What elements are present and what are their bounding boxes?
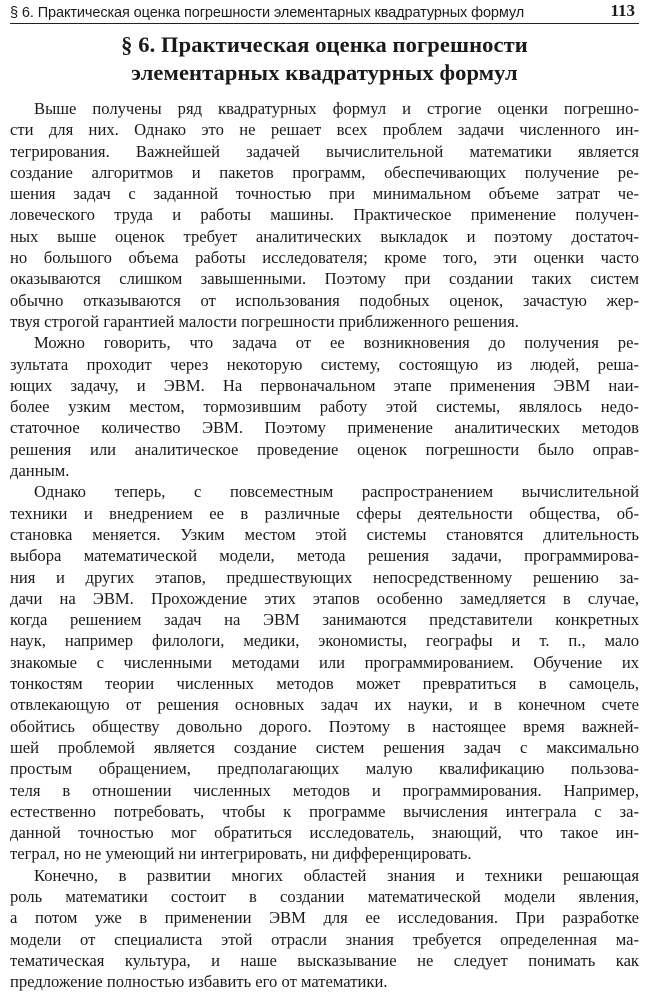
text-line: выбора математической модели, метода решения задачи, программирова- xyxy=(10,546,639,566)
text-line: тематическая культура, и наше высказывание не следует понимать как xyxy=(10,950,639,970)
text-line: Конечно, в развитии многих областей знания и техники решающая xyxy=(34,865,639,885)
text-line: данной точностью мог обратиться исследователь, знающий, что такое ин- xyxy=(10,823,639,843)
text-line: зультата проходит через некоторую систему, состоящую из людей, реша- xyxy=(10,354,639,374)
text-line: дачи на ЭВМ. Прохождение этих этапов особенно замедляется в случае, xyxy=(10,588,639,608)
paragraph xyxy=(10,98,639,332)
text-line: предложение полностью избавить его от математики. xyxy=(10,972,388,992)
section-heading-line: § 6. Практическая оценка погрешности xyxy=(121,32,528,57)
running-head-title: § 6. Практическая оценка погрешности элементарных квадратурных формул xyxy=(10,5,525,21)
section-heading xyxy=(10,31,639,87)
text-line: модели от специалиста этой отрасли знания требуется определенная ма- xyxy=(10,929,639,949)
text-line: Выше получены ряд квадратурных формул и строгие оценки погрешно- xyxy=(34,99,639,118)
text-line: обойтись обществу довольно дорого. Поэтому в настоящее время важней- xyxy=(10,716,639,736)
text-line: теля в отношении численных методов и программирования. Например, xyxy=(10,780,639,800)
page-number: 113 xyxy=(610,1,635,20)
text-line: тегрирования. Важнейшей задачей вычислительной математики является xyxy=(10,141,639,161)
text-line: наук, например филологи, медики, экономисты, географы и т. п., мало xyxy=(10,631,639,651)
paragraph xyxy=(10,481,639,864)
text-line: ных выше оценок требует аналитических выкладок и поэтому достаточ- xyxy=(10,226,639,246)
text-line: простым обращением, предполагающих малую квалификацию пользова- xyxy=(10,759,639,779)
text-line: роль математики состоит в создании математической модели явления, xyxy=(10,886,639,906)
text-line: более узким местом, тормозившим работу этой системы, являлось недо- xyxy=(10,397,639,417)
text-line: а потом уже в применении ЭВМ для ее исследования. При разработке xyxy=(10,908,639,928)
text-line: когда решением задач на ЭВМ занимаются представители конкретных xyxy=(10,610,639,630)
paragraph xyxy=(10,332,639,481)
text-line: Однако теперь, с повсеместным распространением вычислительной xyxy=(34,482,639,502)
text-line: данным. xyxy=(10,461,70,481)
section-heading-line: элементарных квадратурных формул xyxy=(131,60,518,85)
text-line: теграл, но не умеющий ни интегрировать, ни дифференцировать. xyxy=(10,844,472,864)
text-line: статочное количество ЭВМ. Поэтому применение аналитических методов xyxy=(10,418,639,438)
text-line: тонкостям теории численных методов может превратиться в самоцель, xyxy=(10,674,639,694)
text-line: но большого объема работы исследователя; кроме того, эти оценки часто xyxy=(10,248,639,268)
text-line: естественно потребовать, чтобы к программе вычисления интеграла с за- xyxy=(10,801,639,821)
text-line: оказываются слишком завышенными. Поэтому при создании таких систем xyxy=(10,269,639,289)
text-line: Можно говорить, что задача от ее возникновения до получения ре- xyxy=(34,333,639,353)
text-line: твуя строгой гарантией малости погрешности приближенного решения. xyxy=(10,311,519,331)
paragraph xyxy=(10,865,639,992)
text-line: шения задач с заданной точностью при минимальном объеме затрат че- xyxy=(10,184,639,204)
text-line: шей проблемой является создание систем решения задач с максимально xyxy=(10,737,639,757)
text-line: становка меняется. Узким местом этой системы становятся длительность xyxy=(10,524,639,544)
running-head xyxy=(10,0,639,24)
text-line: ловеческого труда и работы машины. Практическое применение получен- xyxy=(10,205,639,225)
text-line: создание алгоритмов и пакетов программ, обеспечивающих получение ре- xyxy=(10,162,639,182)
text-line: сти для них. Однако это не решает всех проблем задачи численного ин- xyxy=(10,120,639,140)
text-line: техники и внедрением ее в различные сферы деятельности общества, об- xyxy=(10,503,639,523)
text-line: решения или аналитическое проведение оценок погрешности было оправ- xyxy=(10,439,639,459)
text-line: отвлекающую от решения основных задач их науки, и в конечном счете xyxy=(10,695,639,715)
text-line: обычно отказываются от использования подобных оценок, зачастую жер- xyxy=(10,290,639,310)
body-text xyxy=(10,98,639,992)
text-line: ния и других этапов, предшествующих непосредственному решению за- xyxy=(10,567,639,587)
text-line: ющих задачу, и ЭВМ. На первоначальном этапе применения ЭВМ наи- xyxy=(10,375,639,395)
text-line: знакомые с численными методами или программированием. Обучение их xyxy=(10,652,639,672)
